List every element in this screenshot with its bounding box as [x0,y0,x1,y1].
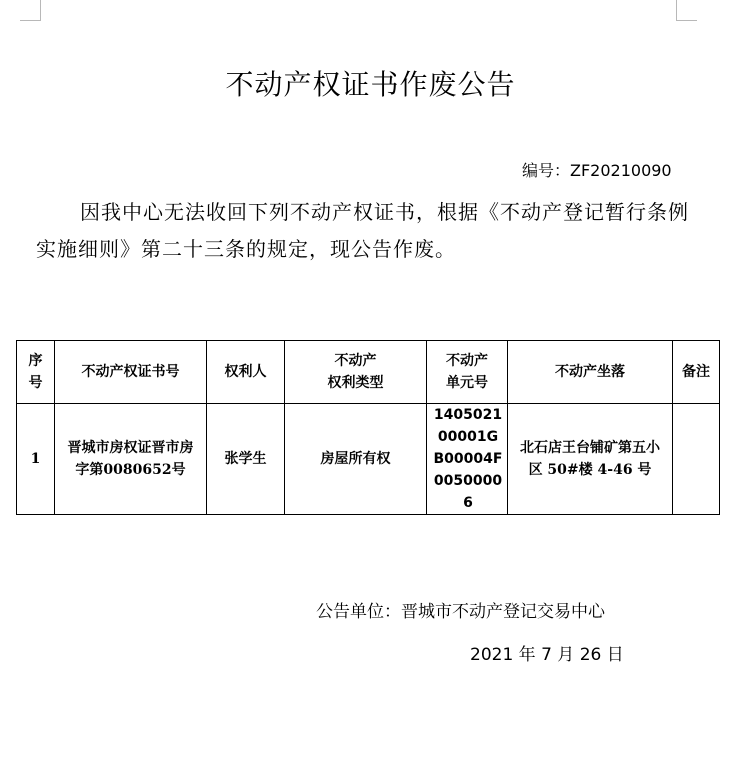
document-title: 不动产权证书作废公告 [225,68,516,101]
issuing-unit: 公告单位：晋城市不动产登记交易中心 [316,602,605,622]
announcement-body: 因我中心无法收回下列不动产权证书，根据《不动产登记暂行条例实施细则》第二十三条的规定，现公告作废。 [36,200,689,261]
certificate-table [16,340,720,515]
cell-right-type: 房屋所有权 [285,404,427,515]
cell-remarks [673,404,720,515]
page-corner-mark-right [676,0,697,21]
announcement-date: 2021 年 7 月 26 日 [470,645,624,665]
page-corner-mark-left [20,0,41,21]
header-right-type-line1: 不动产 [334,353,377,369]
header-seq: 序号 [17,341,55,404]
table-row [17,404,720,515]
header-location: 不动产坐落 [508,341,673,404]
document-number: 编号：ZF20210090 [522,161,672,180]
header-remarks: 备注 [673,341,720,404]
header-right-type [285,341,427,404]
header-holder: 权利人 [207,341,285,404]
header-unit-no [427,341,508,404]
table-header-row [17,341,720,404]
cell-holder: 张学生 [207,404,285,515]
cell-seq: 1 [17,404,55,515]
header-unit-no-line2: 单元号 [446,375,488,391]
header-unit-no-line1: 不动产 [446,353,488,369]
cell-cert-no: 晋城市房权证晋市房字第0080652号 [55,404,207,515]
cell-location: 北石店王台铺矿第五小区 50#楼 4-46 号 [508,404,673,515]
cell-unit-no: 140502100001GB00004F00500006 [427,404,508,515]
header-cert-no: 不动产权证书号 [55,341,207,404]
header-right-type-line2: 权利类型 [327,375,384,391]
